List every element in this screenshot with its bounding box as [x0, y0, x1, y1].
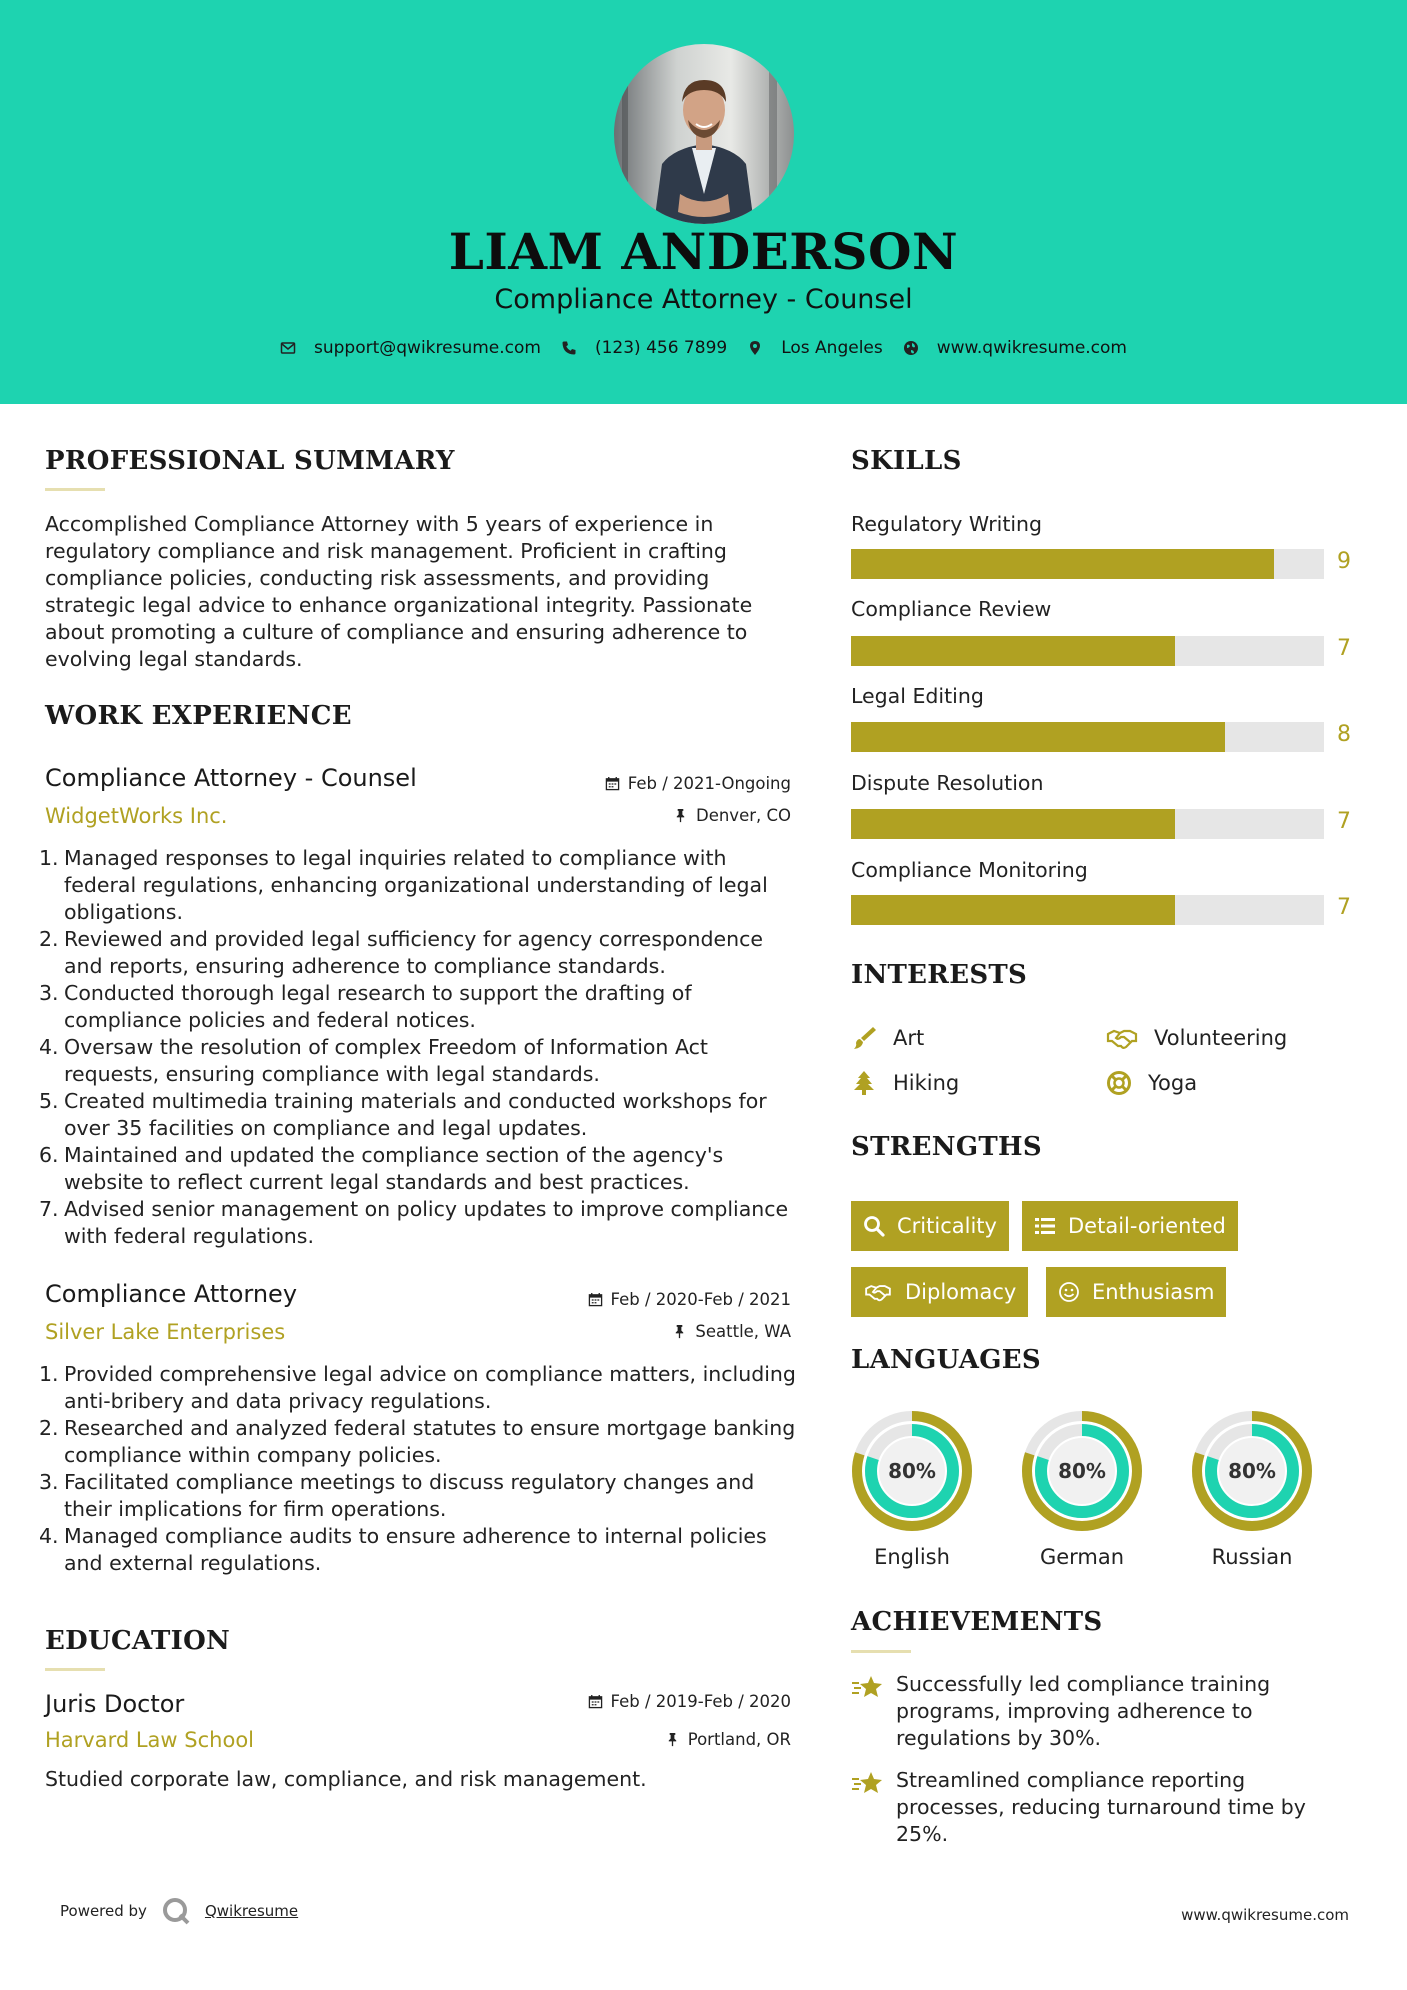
- job-company: WidgetWorks Inc.: [45, 804, 228, 828]
- pin-icon: [673, 808, 688, 823]
- contact-email[interactable]: [280, 338, 541, 358]
- list-item: 4. Managed compliance audits to ensure adherence to internal policies and external regulations.: [39, 1524, 767, 1575]
- job-company: Silver Lake Enterprises: [45, 1320, 286, 1344]
- contact-website-text: www.qwikresume.com: [936, 338, 1127, 358]
- strength-badge-diplomacy: [851, 1267, 1028, 1317]
- education-dates-text: Feb / 2019-Feb / 2020: [610, 1692, 791, 1711]
- education-rule: [45, 1668, 105, 1671]
- list-item: 7. Advised senior management on policy updates to improve compliance with federal regulations.: [39, 1197, 789, 1248]
- degree-title: Juris Doctor: [45, 1690, 185, 1718]
- contact-location: [747, 338, 883, 358]
- list-item: 1. Managed responses to legal inquiries related to compliance with federal regulations, enhancing organizational understanding of legal obligations.: [39, 846, 768, 924]
- language-label: German: [1039, 1545, 1125, 1569]
- contact-bar: [0, 338, 1407, 358]
- calendar-icon: [588, 1694, 603, 1709]
- interest-label: Art: [893, 1026, 925, 1050]
- avatar-photo: [614, 44, 794, 224]
- header-banner: [0, 0, 1407, 404]
- skill-label: Legal Editing: [851, 684, 984, 708]
- summary-rule: [45, 488, 105, 491]
- achievements-heading: ACHIEVEMENTS: [851, 1607, 1103, 1637]
- skill-value: 7: [1337, 809, 1351, 834]
- list-item: 3. Conducted thorough legal research to support the drafting of compliance policies and federal notices.: [39, 981, 692, 1032]
- skill-label: Regulatory Writing: [851, 512, 1043, 536]
- strength-badge-enthusiasm: [1046, 1267, 1226, 1317]
- interests-heading: INTERESTS: [851, 960, 1028, 990]
- contact-phone-text: (123) 456 7899: [594, 338, 728, 358]
- handshake-icon: [1106, 1025, 1138, 1051]
- experience-heading: WORK EXPERIENCE: [45, 701, 352, 731]
- strength-label: Diplomacy: [905, 1280, 1017, 1304]
- skill-label: Compliance Monitoring: [851, 858, 1088, 882]
- list-item: 6. Maintained and updated the compliance section of the agency's website to reflect current legal standards and best practices.: [39, 1143, 724, 1194]
- interest-label: Volunteering: [1154, 1026, 1288, 1050]
- interest-volunteering: [1106, 1025, 1287, 1051]
- candidate-name: LIAM ANDERSON: [448, 222, 959, 281]
- skill-label: Dispute Resolution: [851, 771, 1044, 795]
- summary-heading: PROFESSIONAL SUMMARY: [45, 446, 455, 476]
- magnifier-icon: [863, 1215, 885, 1237]
- candidate-title: Compliance Attorney - Counsel: [494, 284, 913, 315]
- shooting-star-icon: [851, 1673, 883, 1701]
- skill-bar-fill: [851, 895, 1175, 925]
- strength-label: Detail-oriented: [1068, 1214, 1226, 1238]
- education-heading: EDUCATION: [45, 1626, 231, 1656]
- skill-value: 7: [1337, 636, 1351, 661]
- strengths-heading: STRENGTHS: [851, 1132, 1042, 1162]
- interest-label: Hiking: [893, 1071, 960, 1095]
- smiley-icon: [1058, 1281, 1080, 1303]
- calendar-icon: [588, 1292, 603, 1307]
- achievement-item: [851, 1767, 1326, 1848]
- job-dates-text: Feb / 2021-Ongoing: [627, 774, 791, 793]
- summary-text: Accomplished Compliance Attorney with 5 years of experience in regulatory compliance and risk management. Proficient in crafting compliance policies, conducting risk assessments, and providing strategic legal advice to enhance organizational integrity. Passionate about promoting a culture of compliance and ensuring adherence to evolving legal standards.: [45, 512, 753, 671]
- achievement-item: [851, 1671, 1326, 1752]
- contact-phone[interactable]: [561, 338, 727, 358]
- map-marker-icon: [747, 340, 763, 356]
- lifebuoy-icon: [1106, 1070, 1132, 1096]
- strength-badge-detail-oriented: [1022, 1201, 1238, 1251]
- tree-icon: [851, 1070, 877, 1096]
- list-item: 5. Created multimedia training materials and conducted workshops for over 35 facilities on compliance and legal updates.: [39, 1089, 767, 1140]
- skill-bar-fill: [851, 549, 1274, 579]
- job-location-text: Seattle, WA: [695, 1322, 791, 1341]
- education-location-text: Portland, OR: [687, 1730, 791, 1749]
- achievement-text: Streamlined compliance reporting processes, reducing turnaround time by 25%.: [896, 1768, 1306, 1846]
- powered-by-text: Powered by: [60, 1902, 147, 1920]
- education-location: [540, 1730, 791, 1749]
- qwikresume-logo-icon: [161, 1896, 191, 1926]
- contact-location-text: Los Angeles: [781, 338, 883, 358]
- gauge-percent: 80%: [1058, 1459, 1106, 1483]
- achievements-rule: [851, 1650, 911, 1653]
- skill-bar: [851, 722, 1324, 752]
- strength-label: Enthusiasm: [1092, 1280, 1215, 1304]
- language-gauge: [1191, 1410, 1313, 1532]
- job-duties-list: [39, 1361, 797, 1577]
- education-description: Studied corporate law, compliance, and risk management.: [45, 1767, 647, 1791]
- achievement-text: Successfully led compliance training programs, improving adherence to regulations by 30%.: [896, 1672, 1271, 1750]
- strength-badge-criticality: [851, 1201, 1009, 1251]
- languages-heading: LANGUAGES: [851, 1345, 1041, 1375]
- contact-email-text: support@qwikresume.com: [314, 338, 541, 358]
- handshake-icon: [863, 1281, 893, 1303]
- skill-bar: [851, 895, 1324, 925]
- list-item: 3. Facilitated compliance meetings to discuss regulatory changes and their implications for firm operations.: [39, 1470, 755, 1521]
- interest-hiking: [851, 1070, 959, 1096]
- list-item: 2. Researched and analyzed federal statutes to ensure mortgage banking compliance within company policies.: [39, 1416, 796, 1467]
- list-item: 2. Reviewed and provided legal sufficiency for agency correspondence and reports, ensuring adherence to compliance standards.: [39, 927, 763, 978]
- pin-icon: [665, 1732, 680, 1747]
- calendar-icon: [605, 776, 620, 791]
- list-item: 1. Provided comprehensive legal advice on compliance matters, including anti-bribery and data privacy regulations.: [39, 1362, 796, 1413]
- footer-powered-by: [60, 1896, 298, 1926]
- list-icon: [1034, 1215, 1056, 1237]
- job-dates-text: Feb / 2020-Feb / 2021: [610, 1290, 791, 1309]
- job-title: Compliance Attorney - Counsel: [45, 764, 417, 792]
- job-dates: [540, 774, 791, 793]
- strength-label: Criticality: [897, 1214, 997, 1238]
- envelope-icon: [280, 340, 296, 356]
- interest-label: Yoga: [1148, 1071, 1198, 1095]
- language-label: Russian: [1211, 1545, 1293, 1569]
- skill-bar-fill: [851, 636, 1175, 666]
- job-title: Compliance Attorney: [45, 1280, 298, 1308]
- job-location-text: Denver, CO: [695, 806, 791, 825]
- list-item: 4. Oversaw the resolution of complex Freedom of Information Act requests, ensuring compliance with legal standards.: [39, 1035, 708, 1086]
- skill-bar-fill: [851, 809, 1175, 839]
- pin-icon: [672, 1324, 687, 1339]
- language-gauge: [851, 1410, 973, 1532]
- paintbrush-icon: [851, 1025, 877, 1051]
- shooting-star-icon: [851, 1769, 883, 1797]
- language-gauge: [1021, 1410, 1143, 1532]
- job-dates: [540, 1290, 791, 1309]
- skill-bar: [851, 549, 1324, 579]
- skill-value: 9: [1337, 549, 1351, 574]
- job-duties-list: [39, 845, 797, 1250]
- job-location: [540, 1322, 791, 1341]
- education-dates: [540, 1692, 791, 1711]
- qwikresume-link[interactable]: Qwikresume: [204, 1902, 299, 1920]
- school-name: Harvard Law School: [45, 1728, 254, 1752]
- language-label: English: [874, 1545, 950, 1569]
- globe-icon: [903, 340, 919, 356]
- gauge-percent: 80%: [1228, 1459, 1276, 1483]
- interest-art: [851, 1025, 924, 1051]
- footer-website[interactable]: www.qwikresume.com: [1181, 1906, 1349, 1924]
- interest-yoga: [1106, 1070, 1197, 1096]
- skill-value: 8: [1337, 722, 1351, 747]
- job-location: [540, 806, 791, 825]
- skill-bar: [851, 636, 1324, 666]
- skill-label: Compliance Review: [851, 597, 1052, 621]
- contact-website[interactable]: [903, 338, 1127, 358]
- skill-bar: [851, 809, 1324, 839]
- phone-icon: [561, 340, 577, 356]
- avatar: [614, 44, 794, 224]
- gauge-percent: 80%: [888, 1459, 936, 1483]
- skills-heading: SKILLS: [851, 446, 962, 476]
- skill-value: 7: [1337, 895, 1351, 920]
- skill-bar-fill: [851, 722, 1225, 752]
